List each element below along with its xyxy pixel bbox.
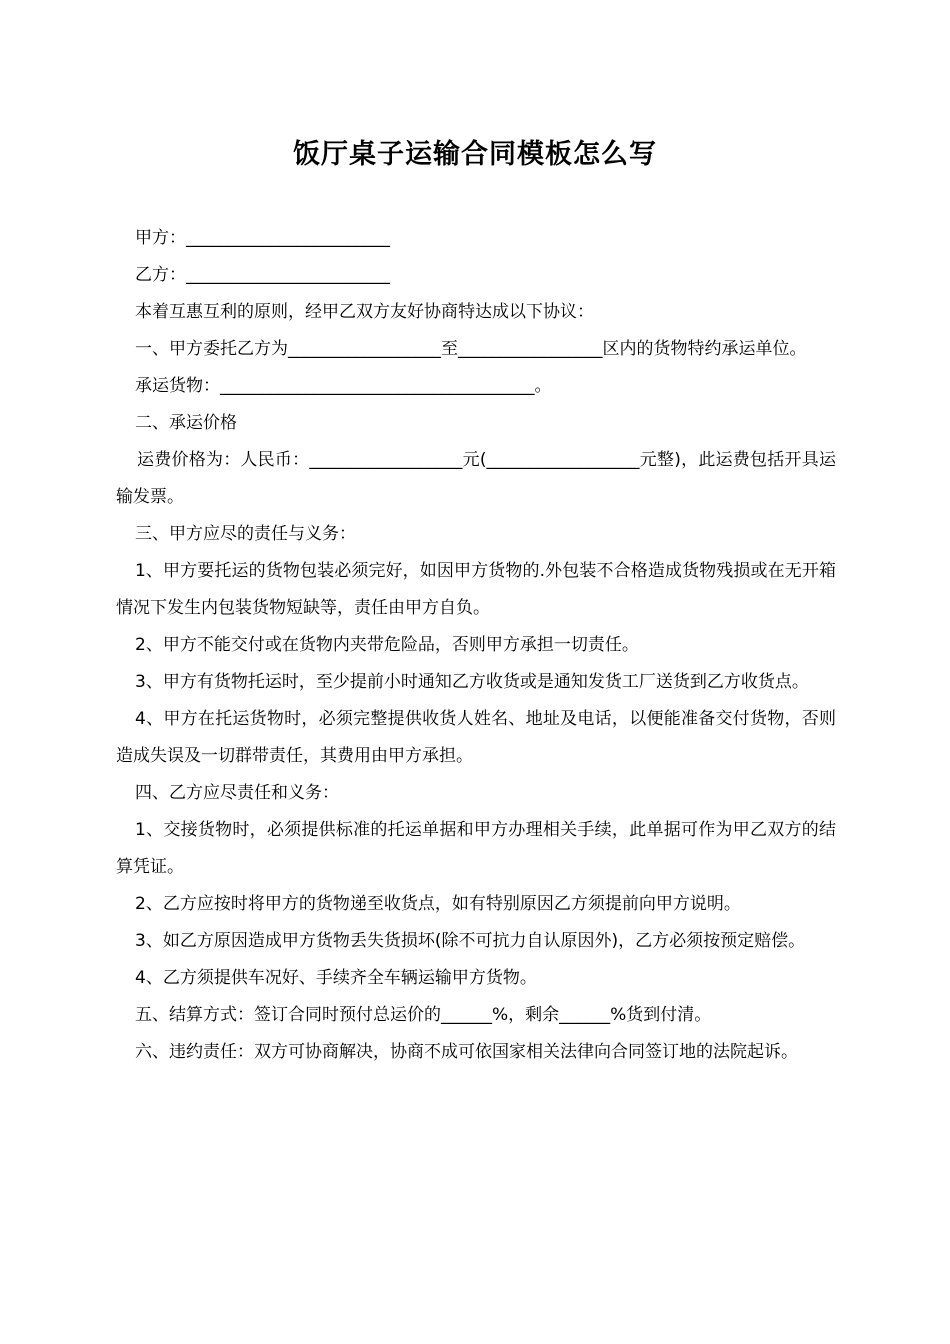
- document-body: [116, 220, 836, 1071]
- section-4-item-1: 1、交接货物时，必须提供标准的托运单据和甲方办理相关手续，此单据可作为甲乙双方的结算凭证。: [116, 820, 836, 877]
- section-3-heading: 三、甲方应尽的责任与义务：: [135, 524, 356, 544]
- party-a-line: 甲方：________________________: [135, 228, 390, 248]
- section-6-paragraph: 六、违约责任：双方可协商解决，协商不成可依国家相关法律向合同签订地的法院起诉。: [135, 1042, 798, 1062]
- section-3-item-3: 3、甲方有货物托运时，至少提前小时通知乙方收货或是通知发货工厂送货到乙方收货点。: [135, 672, 809, 692]
- section-3-item-2: 2、甲方不能交付或在货物内夹带危险品，否则甲方承担一切责任。: [135, 635, 639, 655]
- price-paragraph: 运费价格为：人民币：__________________元(__________________元整)，此运费包括开具运输发票。: [116, 450, 836, 507]
- clause-1-paragraph: 一、甲方委托乙方为__________________至_________________区内的货物特约承运单位。: [135, 339, 807, 359]
- section-4-item-3: 3、如乙方原因造成甲方货物丢失货损坏(除不可抗力自认原因外)，乙方必须按预定赔偿。: [135, 931, 806, 951]
- section-3-item-1: 1、甲方要托运的货物包装必须完好，如因甲方货物的.外包装不合格造成货物残损或在无开箱情况下发生内包装货物短缺等，责任由甲方自负。: [116, 561, 836, 618]
- section-4-heading: 四、乙方应尽责任和义务：: [135, 783, 339, 803]
- section-3-item-4: 4、甲方在托运货物时，必须完整提供收货人姓名、地址及电话，以便能准备交付货物，否则造成失误及一切群带责任，其费用由甲方承担。: [116, 709, 836, 766]
- party-b-line: 乙方：________________________: [135, 265, 390, 285]
- section-5-paragraph: 五、结算方式：签订合同时预付总运价的______%，剩余______%货到付清。: [135, 1005, 712, 1025]
- section-4-item-4: 4、乙方须提供车况好、手续齐全车辆运输甲方货物。: [135, 968, 537, 988]
- goods-line: 承运货物：_____________________________________。: [135, 376, 552, 396]
- document-title: 饭厅桌子运输合同模板怎么写: [293, 139, 657, 170]
- preamble-paragraph: 本着互惠互利的原则，经甲乙双方友好协商特达成以下协议：: [135, 302, 594, 322]
- section-4-item-2: 2、乙方应按时将甲方的货物递至收货点，如有特别原因乙方须提前向甲方说明。: [135, 894, 741, 914]
- section-2-heading: 二、承运价格: [135, 413, 237, 433]
